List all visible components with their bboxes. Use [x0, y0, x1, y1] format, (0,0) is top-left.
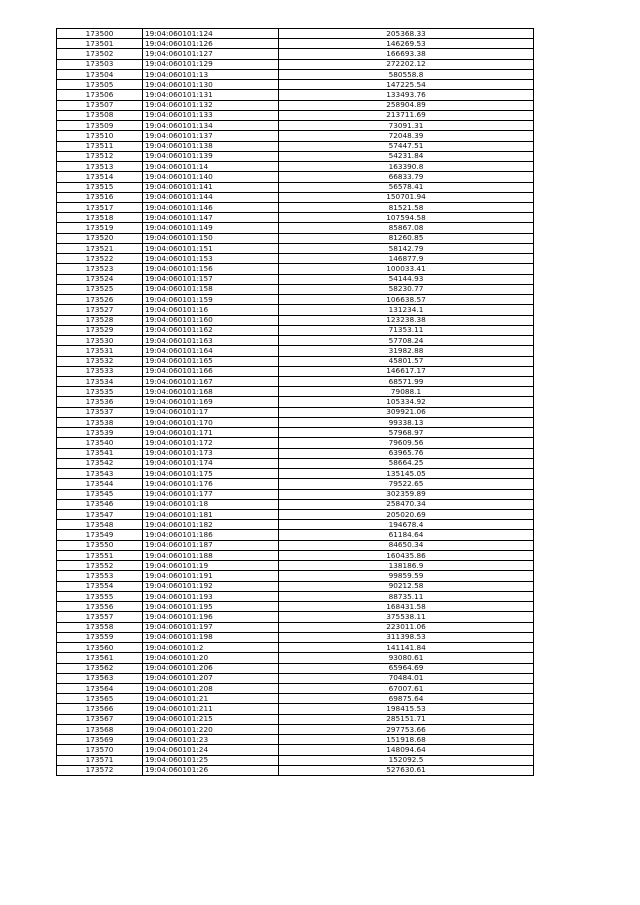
cadastral-number-cell: 19:04:060101:208 — [143, 684, 279, 694]
value-cell: 194678.4 — [279, 520, 534, 530]
value-cell: 107594.58 — [279, 213, 534, 223]
row-number-cell: 173521 — [57, 243, 143, 253]
value-cell: 54231.84 — [279, 151, 534, 161]
cadastral-number-cell: 19:04:060101:16 — [143, 305, 279, 315]
cadastral-number-cell: 19:04:060101:163 — [143, 336, 279, 346]
row-number-cell: 173500 — [57, 29, 143, 39]
cadastral-number-cell: 19:04:060101:167 — [143, 376, 279, 386]
cadastral-number-cell: 19:04:060101:170 — [143, 417, 279, 427]
cadastral-number-cell: 19:04:060101:131 — [143, 90, 279, 100]
table-row — [57, 550, 534, 560]
value-cell: 63965.76 — [279, 448, 534, 458]
table-row — [57, 80, 534, 90]
value-cell: 138186.9 — [279, 561, 534, 571]
cadastral-number-cell: 19:04:060101:132 — [143, 100, 279, 110]
cadastral-number-cell: 19:04:060101:196 — [143, 612, 279, 622]
row-number-cell: 173572 — [57, 765, 143, 775]
cadastral-number-cell: 19:04:060101:215 — [143, 714, 279, 724]
value-cell: 90212.58 — [279, 581, 534, 591]
row-number-cell: 173515 — [57, 182, 143, 192]
cadastral-number-cell: 19:04:060101:220 — [143, 724, 279, 734]
row-number-cell: 173537 — [57, 407, 143, 417]
table-row — [57, 684, 534, 694]
value-cell: 66833.79 — [279, 172, 534, 182]
table-row — [57, 100, 534, 110]
cadastral-number-cell: 19:04:060101:186 — [143, 530, 279, 540]
cadastral-number-cell: 19:04:060101:138 — [143, 141, 279, 151]
cadastral-number-cell: 19:04:060101:176 — [143, 479, 279, 489]
cadastral-number-cell: 19:04:060101:168 — [143, 387, 279, 397]
cadastral-number-cell: 19:04:060101:164 — [143, 346, 279, 356]
value-cell: 45801.57 — [279, 356, 534, 366]
table-row — [57, 735, 534, 745]
value-cell: 67007.61 — [279, 684, 534, 694]
row-number-cell: 173571 — [57, 755, 143, 765]
cadastral-number-cell: 19:04:060101:127 — [143, 49, 279, 59]
row-number-cell: 173507 — [57, 100, 143, 110]
table-row — [57, 121, 534, 131]
table-row — [57, 397, 534, 407]
row-number-cell: 173557 — [57, 612, 143, 622]
row-number-cell: 173510 — [57, 131, 143, 141]
table-row — [57, 387, 534, 397]
table-row — [57, 571, 534, 581]
table-row — [57, 745, 534, 755]
value-cell: 31982.88 — [279, 346, 534, 356]
cadastral-number-cell: 19:04:060101:141 — [143, 182, 279, 192]
table-row — [57, 223, 534, 233]
table-row — [57, 591, 534, 601]
value-cell: 166693.38 — [279, 49, 534, 59]
cadastral-number-cell: 19:04:060101:26 — [143, 765, 279, 775]
value-cell: 81260.85 — [279, 233, 534, 243]
row-number-cell: 173550 — [57, 540, 143, 550]
table-row — [57, 489, 534, 499]
cadastral-number-cell: 19:04:060101:169 — [143, 397, 279, 407]
row-number-cell: 173551 — [57, 550, 143, 560]
value-cell: 258904.89 — [279, 100, 534, 110]
table-row — [57, 151, 534, 161]
table-row — [57, 458, 534, 468]
value-cell: 58664.25 — [279, 458, 534, 468]
row-number-cell: 173527 — [57, 305, 143, 315]
row-number-cell: 173566 — [57, 704, 143, 714]
cadastral-number-cell: 19:04:060101:193 — [143, 591, 279, 601]
value-cell: 311398.53 — [279, 632, 534, 642]
cadastral-number-cell: 19:04:060101:173 — [143, 448, 279, 458]
value-cell: 285151.71 — [279, 714, 534, 724]
value-cell: 105334.92 — [279, 397, 534, 407]
row-number-cell: 173513 — [57, 162, 143, 172]
value-cell: 56578.41 — [279, 182, 534, 192]
value-cell: 81521.58 — [279, 202, 534, 212]
row-number-cell: 173514 — [57, 172, 143, 182]
value-cell: 61184.64 — [279, 530, 534, 540]
cadastral-number-cell: 19:04:060101:126 — [143, 39, 279, 49]
cadastral-number-cell: 19:04:060101:14 — [143, 162, 279, 172]
table-row — [57, 233, 534, 243]
value-cell: 148094.64 — [279, 745, 534, 755]
cadastral-number-cell: 19:04:060101:198 — [143, 632, 279, 642]
cadastral-number-cell: 19:04:060101:139 — [143, 151, 279, 161]
value-cell: 79522.65 — [279, 479, 534, 489]
value-cell: 151918.68 — [279, 735, 534, 745]
cadastral-number-cell: 19:04:060101:171 — [143, 428, 279, 438]
value-cell: 223011.06 — [279, 622, 534, 632]
value-cell: 146269.53 — [279, 39, 534, 49]
cadastral-number-cell: 19:04:060101:124 — [143, 29, 279, 39]
cadastral-number-cell: 19:04:060101:192 — [143, 581, 279, 591]
table-row — [57, 561, 534, 571]
cadastral-number-cell: 19:04:060101:19 — [143, 561, 279, 571]
value-cell: 297753.66 — [279, 724, 534, 734]
table-row — [57, 69, 534, 79]
cadastral-number-cell: 19:04:060101:20 — [143, 653, 279, 663]
value-cell: 123238.38 — [279, 315, 534, 325]
row-number-cell: 173531 — [57, 346, 143, 356]
value-cell: 65964.69 — [279, 663, 534, 673]
row-number-cell: 173534 — [57, 376, 143, 386]
row-number-cell: 173556 — [57, 602, 143, 612]
row-number-cell: 173524 — [57, 274, 143, 284]
row-number-cell: 173519 — [57, 223, 143, 233]
cadastral-number-cell: 19:04:060101:157 — [143, 274, 279, 284]
cadastral-number-cell: 19:04:060101:158 — [143, 284, 279, 294]
value-cell: 309921.06 — [279, 407, 534, 417]
cadastral-number-cell: 19:04:060101:174 — [143, 458, 279, 468]
table-row — [57, 90, 534, 100]
row-number-cell: 173559 — [57, 632, 143, 642]
cadastral-number-cell: 19:04:060101:144 — [143, 192, 279, 202]
cadastral-number-cell: 19:04:060101:160 — [143, 315, 279, 325]
table-row — [57, 131, 534, 141]
value-cell: 168431.58 — [279, 602, 534, 612]
row-number-cell: 173554 — [57, 581, 143, 591]
cadastral-number-cell: 19:04:060101:181 — [143, 510, 279, 520]
row-number-cell: 173536 — [57, 397, 143, 407]
cadastral-number-cell: 19:04:060101:159 — [143, 295, 279, 305]
table-row — [57, 202, 534, 212]
table-row — [57, 346, 534, 356]
value-cell: 258470.34 — [279, 499, 534, 509]
table-row — [57, 643, 534, 653]
row-number-cell: 173532 — [57, 356, 143, 366]
table-row — [57, 295, 534, 305]
row-number-cell: 173542 — [57, 458, 143, 468]
table-row — [57, 602, 534, 612]
cadastral-number-cell: 19:04:060101:134 — [143, 121, 279, 131]
cadastral-number-cell: 19:04:060101:17 — [143, 407, 279, 417]
value-cell: 133493.76 — [279, 90, 534, 100]
table-row — [57, 39, 534, 49]
row-number-cell: 173526 — [57, 295, 143, 305]
table-row — [57, 540, 534, 550]
table-row — [57, 765, 534, 775]
value-cell: 58142.79 — [279, 243, 534, 253]
cadastral-number-cell: 19:04:060101:147 — [143, 213, 279, 223]
row-number-cell: 173543 — [57, 469, 143, 479]
table-row — [57, 366, 534, 376]
table-row — [57, 213, 534, 223]
value-cell: 54144.93 — [279, 274, 534, 284]
value-cell: 580558.8 — [279, 69, 534, 79]
table-row — [57, 407, 534, 417]
row-number-cell: 173549 — [57, 530, 143, 540]
cadastral-number-cell: 19:04:060101:207 — [143, 673, 279, 683]
row-number-cell: 173525 — [57, 284, 143, 294]
value-cell: 272202.12 — [279, 59, 534, 69]
value-cell: 205020.69 — [279, 510, 534, 520]
row-number-cell: 173517 — [57, 202, 143, 212]
row-number-cell: 173548 — [57, 520, 143, 530]
table-row — [57, 162, 534, 172]
value-cell: 57708.24 — [279, 336, 534, 346]
table-row — [57, 325, 534, 335]
cadastral-number-cell: 19:04:060101:211 — [143, 704, 279, 714]
cadastral-number-cell: 19:04:060101:23 — [143, 735, 279, 745]
row-number-cell: 173528 — [57, 315, 143, 325]
row-number-cell: 173545 — [57, 489, 143, 499]
row-number-cell: 173561 — [57, 653, 143, 663]
table-row — [57, 612, 534, 622]
value-cell: 527630.61 — [279, 765, 534, 775]
value-cell: 302359.89 — [279, 489, 534, 499]
value-cell: 213711.69 — [279, 110, 534, 120]
cadastral-number-cell: 19:04:060101:24 — [143, 745, 279, 755]
table-row — [57, 315, 534, 325]
table-row — [57, 284, 534, 294]
row-number-cell: 173547 — [57, 510, 143, 520]
table-row — [57, 192, 534, 202]
cadastral-number-cell: 19:04:060101:175 — [143, 469, 279, 479]
value-cell: 99859.59 — [279, 571, 534, 581]
table-row — [57, 59, 534, 69]
row-number-cell: 173560 — [57, 643, 143, 653]
table-row — [57, 510, 534, 520]
value-cell: 135145.05 — [279, 469, 534, 479]
cadastral-number-cell: 19:04:060101:153 — [143, 254, 279, 264]
cadastral-number-cell: 19:04:060101:195 — [143, 602, 279, 612]
value-cell: 79609.56 — [279, 438, 534, 448]
row-number-cell: 173508 — [57, 110, 143, 120]
table-row — [57, 376, 534, 386]
value-cell: 141141.84 — [279, 643, 534, 653]
value-cell: 147225.54 — [279, 80, 534, 90]
cadastral-number-cell: 19:04:060101:149 — [143, 223, 279, 233]
value-cell: 58230.77 — [279, 284, 534, 294]
row-number-cell: 173562 — [57, 663, 143, 673]
table-row — [57, 438, 534, 448]
data-table — [56, 28, 534, 776]
table-row — [57, 243, 534, 253]
row-number-cell: 173539 — [57, 428, 143, 438]
cadastral-number-cell: 19:04:060101:182 — [143, 520, 279, 530]
row-number-cell: 173505 — [57, 80, 143, 90]
value-cell: 163390.8 — [279, 162, 534, 172]
value-cell: 88735.11 — [279, 591, 534, 601]
value-cell: 150701.94 — [279, 192, 534, 202]
cadastral-number-cell: 19:04:060101:140 — [143, 172, 279, 182]
table-row — [57, 704, 534, 714]
table-body — [57, 29, 534, 776]
table-row — [57, 182, 534, 192]
value-cell: 131234.1 — [279, 305, 534, 315]
table-row — [57, 479, 534, 489]
row-number-cell: 173511 — [57, 141, 143, 151]
value-cell: 57968.97 — [279, 428, 534, 438]
table-row — [57, 499, 534, 509]
cadastral-number-cell: 19:04:060101:2 — [143, 643, 279, 653]
row-number-cell: 173506 — [57, 90, 143, 100]
row-number-cell: 173567 — [57, 714, 143, 724]
row-number-cell: 173540 — [57, 438, 143, 448]
row-number-cell: 173569 — [57, 735, 143, 745]
value-cell: 205368.33 — [279, 29, 534, 39]
row-number-cell: 173553 — [57, 571, 143, 581]
cadastral-number-cell: 19:04:060101:150 — [143, 233, 279, 243]
row-number-cell: 173563 — [57, 673, 143, 683]
row-number-cell: 173512 — [57, 151, 143, 161]
value-cell: 73091.31 — [279, 121, 534, 131]
value-cell: 93080.61 — [279, 653, 534, 663]
cadastral-number-cell: 19:04:060101:162 — [143, 325, 279, 335]
table-row — [57, 417, 534, 427]
table-row — [57, 29, 534, 39]
row-number-cell: 173568 — [57, 724, 143, 734]
row-number-cell: 173518 — [57, 213, 143, 223]
row-number-cell: 173535 — [57, 387, 143, 397]
cadastral-number-cell: 19:04:060101:191 — [143, 571, 279, 581]
table-row — [57, 724, 534, 734]
cadastral-number-cell: 19:04:060101:25 — [143, 755, 279, 765]
table-row — [57, 264, 534, 274]
table-row — [57, 581, 534, 591]
table-row — [57, 254, 534, 264]
table-row — [57, 336, 534, 346]
row-number-cell: 173504 — [57, 69, 143, 79]
row-number-cell: 173509 — [57, 121, 143, 131]
cadastral-number-cell: 19:04:060101:129 — [143, 59, 279, 69]
row-number-cell: 173502 — [57, 49, 143, 59]
row-number-cell: 173565 — [57, 694, 143, 704]
row-number-cell: 173530 — [57, 336, 143, 346]
cadastral-number-cell: 19:04:060101:187 — [143, 540, 279, 550]
table-row — [57, 520, 534, 530]
cadastral-number-cell: 19:04:060101:18 — [143, 499, 279, 509]
row-number-cell: 173555 — [57, 591, 143, 601]
row-number-cell: 173541 — [57, 448, 143, 458]
value-cell: 69875.64 — [279, 694, 534, 704]
value-cell: 198415.53 — [279, 704, 534, 714]
cadastral-number-cell: 19:04:060101:137 — [143, 131, 279, 141]
value-cell: 106638.57 — [279, 295, 534, 305]
cadastral-number-cell: 19:04:060101:188 — [143, 550, 279, 560]
value-cell: 99338.13 — [279, 417, 534, 427]
row-number-cell: 173523 — [57, 264, 143, 274]
row-number-cell: 173570 — [57, 745, 143, 755]
row-number-cell: 173501 — [57, 39, 143, 49]
cadastral-number-cell: 19:04:060101:21 — [143, 694, 279, 704]
row-number-cell: 173533 — [57, 366, 143, 376]
table-row — [57, 673, 534, 683]
value-cell: 160435.86 — [279, 550, 534, 560]
value-cell: 70484.01 — [279, 673, 534, 683]
value-cell: 375538.11 — [279, 612, 534, 622]
table-row — [57, 469, 534, 479]
table-row — [57, 448, 534, 458]
table-row — [57, 305, 534, 315]
table-row — [57, 110, 534, 120]
table-row — [57, 530, 534, 540]
table-row — [57, 632, 534, 642]
cadastral-number-cell: 19:04:060101:130 — [143, 80, 279, 90]
value-cell: 57447.51 — [279, 141, 534, 151]
table-row — [57, 755, 534, 765]
row-number-cell: 173538 — [57, 417, 143, 427]
table-row — [57, 49, 534, 59]
value-cell: 71353.11 — [279, 325, 534, 335]
value-cell: 85867.08 — [279, 223, 534, 233]
row-number-cell: 173552 — [57, 561, 143, 571]
table-row — [57, 694, 534, 704]
table-row — [57, 274, 534, 284]
value-cell: 72048.39 — [279, 131, 534, 141]
row-number-cell: 173520 — [57, 233, 143, 243]
table-row — [57, 141, 534, 151]
value-cell: 146877.9 — [279, 254, 534, 264]
row-number-cell: 173503 — [57, 59, 143, 69]
cadastral-number-cell: 19:04:060101:146 — [143, 202, 279, 212]
value-cell: 146617.17 — [279, 366, 534, 376]
value-cell: 79088.1 — [279, 387, 534, 397]
row-number-cell: 173522 — [57, 254, 143, 264]
cadastral-number-cell: 19:04:060101:206 — [143, 663, 279, 673]
cadastral-number-cell: 19:04:060101:172 — [143, 438, 279, 448]
cadastral-number-cell: 19:04:060101:156 — [143, 264, 279, 274]
cadastral-number-cell: 19:04:060101:197 — [143, 622, 279, 632]
cadastral-number-cell: 19:04:060101:151 — [143, 243, 279, 253]
cadastral-number-cell: 19:04:060101:133 — [143, 110, 279, 120]
table-row — [57, 428, 534, 438]
cadastral-number-cell: 19:04:060101:177 — [143, 489, 279, 499]
value-cell: 152092.5 — [279, 755, 534, 765]
value-cell: 68571.99 — [279, 376, 534, 386]
table-row — [57, 356, 534, 366]
row-number-cell: 173544 — [57, 479, 143, 489]
table-row — [57, 663, 534, 673]
table-row — [57, 622, 534, 632]
value-cell: 100033.41 — [279, 264, 534, 274]
row-number-cell: 173564 — [57, 684, 143, 694]
row-number-cell: 173558 — [57, 622, 143, 632]
cadastral-number-cell: 19:04:060101:165 — [143, 356, 279, 366]
row-number-cell: 173516 — [57, 192, 143, 202]
row-number-cell: 173529 — [57, 325, 143, 335]
cadastral-number-cell: 19:04:060101:13 — [143, 69, 279, 79]
table-row — [57, 653, 534, 663]
row-number-cell: 173546 — [57, 499, 143, 509]
table-row — [57, 714, 534, 724]
table-row — [57, 172, 534, 182]
cadastral-number-cell: 19:04:060101:166 — [143, 366, 279, 376]
value-cell: 84650.34 — [279, 540, 534, 550]
